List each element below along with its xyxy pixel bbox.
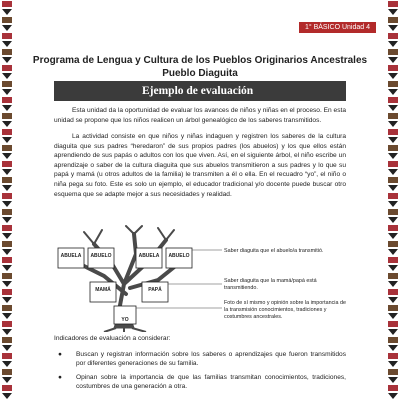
pattern-triangle (2, 41, 12, 47)
pattern-triangle (388, 377, 398, 383)
pattern-block (2, 81, 12, 87)
pattern-triangle (388, 153, 398, 159)
pattern-block (388, 241, 398, 247)
bullet-icon: ● (58, 351, 62, 358)
pattern-triangle (2, 281, 12, 287)
pattern-triangle (388, 233, 398, 239)
pattern-block (2, 225, 12, 231)
pattern-block (388, 161, 398, 167)
pattern-triangle (2, 105, 12, 111)
decorative-border-left (0, 0, 14, 400)
pattern-block (2, 49, 12, 55)
pattern-block (2, 161, 12, 167)
pattern-triangle (388, 121, 398, 127)
papa-label: PAPÁ (148, 287, 162, 293)
pattern-triangle (2, 217, 12, 223)
pattern-block (388, 337, 398, 343)
pattern-triangle (2, 25, 12, 31)
pattern-triangle (388, 105, 398, 111)
pattern-block (388, 49, 398, 55)
pattern-block (2, 337, 12, 343)
pattern-block (2, 65, 12, 71)
pattern-triangle (2, 9, 12, 15)
pattern-triangle (2, 153, 12, 159)
pattern-block (2, 33, 12, 39)
pattern-block (388, 225, 398, 231)
pattern-block (2, 97, 12, 103)
pattern-triangle (388, 281, 398, 287)
indicators-list (54, 350, 346, 396)
pattern-block (388, 177, 398, 183)
grandparent-note: Saber diaguita que el abuelo/a transmitió. (224, 248, 324, 254)
pattern-triangle (388, 41, 398, 47)
pattern-triangle (2, 297, 12, 303)
section-title: Ejemplo de evaluación (54, 81, 346, 101)
pattern-triangle (388, 9, 398, 15)
pattern-triangle (2, 265, 12, 271)
pattern-triangle (2, 73, 12, 79)
pattern-block (2, 385, 12, 391)
grade-unit-badge: 1° BÁSICO Unidad 4 (299, 22, 376, 33)
abuelo-label: ABUELO (168, 253, 190, 259)
pattern-triangle (388, 201, 398, 207)
self-note: Foto de sí mismo y opinión sobre la importancia de la transmisión conocimientos, tradiciones y costumbres ancestrales. (224, 300, 346, 320)
diaguita-pattern-icon (0, 0, 14, 400)
pattern-block (2, 193, 12, 199)
pattern-block (388, 33, 398, 39)
pattern-block (2, 257, 12, 263)
pattern-block (388, 17, 398, 23)
pattern-block (388, 97, 398, 103)
pattern-triangle (2, 345, 12, 351)
pattern-triangle (2, 121, 12, 127)
pattern-triangle (388, 89, 398, 95)
tree-roots (104, 328, 146, 332)
pattern-block (2, 353, 12, 359)
pattern-block (2, 129, 12, 135)
program-title: Programa de Lengua y Cultura de los Pueblos Originarios Ancestrales (32, 55, 368, 66)
pattern-block (2, 209, 12, 215)
pattern-block (2, 113, 12, 119)
pattern-triangle (388, 169, 398, 175)
activity-paragraph: La actividad consiste en que niños y niñas indaguen y registren los saberes de la cultura diaguita que sus padres “heredaron” de sus propios padres (los abuelos) y los que ellos están aprendiendo de sus papás o adultos con los que viven. Así, en el siguiente árbol, el niño escribe un aprendizaje o saber de la cultura diaguita que sus abuelos transmitieron a sus padres y lo que su papá y mamá (u otros adultos de la familia) le transmiten a él o ella. En el recuadro “yo”, el niño o niña pega su foto. Este es solo un ejemplo, el educador tradicional y/o docente puede buscar otro esquema que se adapte mejor a sus necesidades y realidad. (54, 133, 346, 198)
pattern-block (388, 369, 398, 375)
pattern-block (388, 257, 398, 263)
pattern-triangle (388, 393, 398, 399)
pattern-triangle (2, 313, 12, 319)
pattern-block (388, 353, 398, 359)
list-item (54, 373, 346, 392)
pattern-triangle (2, 169, 12, 175)
pattern-triangle (388, 345, 398, 351)
pattern-triangle (2, 249, 12, 255)
pattern-block (388, 385, 398, 391)
diaguita-pattern-icon (386, 0, 400, 400)
pattern-block (2, 241, 12, 247)
yo-label: YO (121, 317, 129, 323)
indicator-text: Opinan sobre la importancia de que las familias transmitan conocimientos, tradiciones, costumbres de una generación a otra. (76, 373, 346, 391)
mama-label: MAMÁ (95, 287, 111, 293)
pattern-triangle (2, 89, 12, 95)
pattern-triangle (2, 329, 12, 335)
self-note-box (224, 300, 346, 330)
indicators-title: Indicadores de evaluación a considerar: (54, 335, 171, 342)
pattern-block (2, 17, 12, 23)
pattern-triangle (2, 377, 12, 383)
abuela-label: ABUELA (138, 253, 160, 259)
pattern-triangle (388, 57, 398, 63)
pattern-triangle (388, 217, 398, 223)
pattern-triangle (388, 313, 398, 319)
pattern-triangle (388, 73, 398, 79)
pattern-block (2, 369, 12, 375)
abuela-label: ABUELA (60, 253, 82, 259)
bullet-icon: ● (58, 373, 62, 381)
pattern-triangle (388, 185, 398, 191)
indicator-text: Buscan y registran información sobre los saberes o aprendizajes que fueron transmitidos por diferentes generaciones de su familia. (76, 351, 346, 368)
intro-paragraph: Esta unidad da la oportunidad de evaluar los avances de niños y niñas en el proceso. En esta unidad se propone que los niños realicen un árbol genealógico de los saberes transmitidos. (54, 107, 346, 124)
pattern-block (388, 209, 398, 215)
pattern-triangle (388, 25, 398, 31)
parent-note: Saber diaguita que la mamá/papá está transmitiendo. (224, 278, 317, 291)
pattern-block (388, 113, 398, 119)
family-tree-diagram (54, 224, 346, 332)
pattern-block (388, 193, 398, 199)
pattern-triangle (2, 137, 12, 143)
pattern-block (2, 177, 12, 183)
pattern-block (388, 321, 398, 327)
abuelo-label: ABUELO (90, 253, 112, 259)
parent-note-box (224, 278, 346, 302)
pattern-triangle (2, 185, 12, 191)
pattern-triangle (2, 361, 12, 367)
pattern-triangle (388, 329, 398, 335)
pattern-block (2, 145, 12, 151)
pattern-block (388, 305, 398, 311)
pattern-triangle (388, 297, 398, 303)
people-title: Pueblo Diaguita (162, 68, 238, 79)
pattern-block (388, 81, 398, 87)
pattern-block (388, 1, 398, 7)
pattern-block (388, 289, 398, 295)
pattern-block (388, 129, 398, 135)
pattern-triangle (2, 201, 12, 207)
decorative-border-right (386, 0, 400, 400)
pattern-triangle (2, 233, 12, 239)
pattern-triangle (388, 361, 398, 367)
pattern-triangle (2, 393, 12, 399)
pattern-triangle (2, 57, 12, 63)
pattern-triangle (388, 249, 398, 255)
pattern-block (2, 321, 12, 327)
pattern-triangle (388, 137, 398, 143)
document-header (20, 54, 380, 80)
pattern-block (388, 145, 398, 151)
list-item (54, 350, 346, 369)
pattern-triangle (388, 265, 398, 271)
pattern-block (2, 1, 12, 7)
pattern-block (388, 273, 398, 279)
pattern-block (2, 273, 12, 279)
pattern-block (2, 289, 12, 295)
pattern-block (2, 305, 12, 311)
pattern-block (388, 65, 398, 71)
